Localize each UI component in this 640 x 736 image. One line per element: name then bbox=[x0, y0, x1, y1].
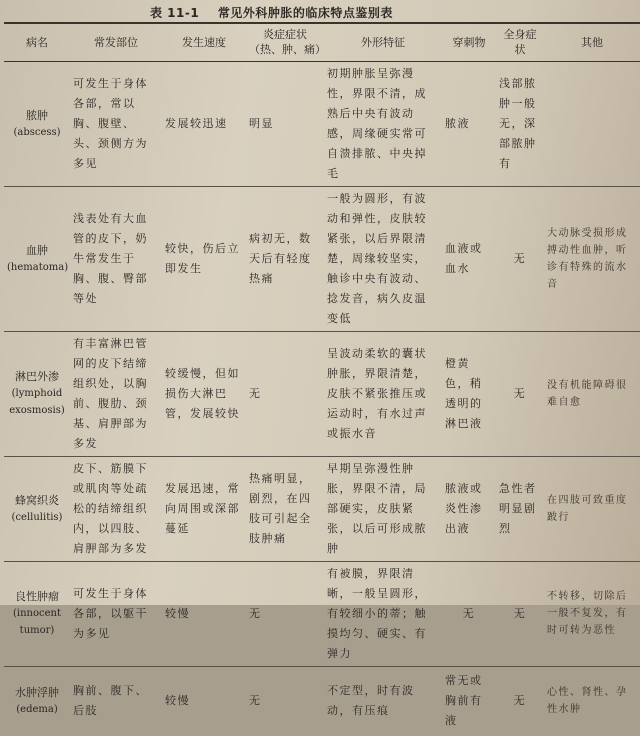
table-row bbox=[4, 561, 640, 666]
cell-site: 皮下、筋膜下或肌肉等处疏松的结缔组织内，以四肢、肩胛部为多发 bbox=[70, 456, 162, 561]
cell-features: 不定型，时有波动，有压痕 bbox=[324, 666, 442, 736]
cell-other: 心性、肾性、孕性水肿 bbox=[544, 666, 640, 736]
cell-inflammation: 明显 bbox=[246, 61, 324, 186]
disease-name: 血肿 bbox=[26, 243, 48, 257]
cell-features: 一般为圆形，有波动和弹性，皮肤较紧张，以后界限清楚，周缘较坚实，触诊中央有波动、捻发音，病久皮温变低 bbox=[324, 186, 442, 331]
cell-puncture: 血液或血水 bbox=[442, 186, 496, 331]
header-features: 外形特征 bbox=[324, 23, 442, 61]
disease-name: 淋巴外渗 bbox=[15, 370, 59, 383]
cell-inflammation: 无 bbox=[246, 666, 324, 736]
table-row bbox=[4, 186, 640, 331]
table-row bbox=[4, 331, 640, 456]
header-systemic: 全身症状 bbox=[496, 23, 544, 61]
cell-name bbox=[4, 456, 70, 561]
table-header-row bbox=[4, 23, 640, 61]
cell-systemic: 无 bbox=[496, 331, 544, 456]
cell-features: 初期肿胀呈弥漫性，界限不清，成熟后中央有波动感，周缘硬实常可自溃排脓、中央掉毛 bbox=[324, 61, 442, 186]
cell-other: 在四肢可致重度跛行 bbox=[544, 456, 640, 561]
cell-site: 可发生于身体各部，常以胸、腹壁、头、颈侧方为多见 bbox=[70, 61, 162, 186]
cell-features: 有被膜，界限清晰，一般呈圆形，有较细小的蒂；触摸均匀、硬实、有弹力 bbox=[324, 561, 442, 666]
cell-features: 呈波动柔软的囊状肿胀，界限清楚，皮肤不紧张推压或运动时，有水过声或振水音 bbox=[324, 331, 442, 456]
cell-site: 可发生于身体各部，以躯干为多见 bbox=[70, 561, 162, 666]
cell-inflammation: 热痛明显，剧烈，在四肢可引起全肢肿痛 bbox=[246, 456, 324, 561]
disease-name: 蜂窝织炎 bbox=[15, 493, 59, 507]
disease-name-en: (hematoma) bbox=[7, 261, 69, 273]
cell-puncture: 无 bbox=[442, 561, 496, 666]
cell-site: 浅表处有大血管的皮下，奶牛常发生于胸、腹、臀部等处 bbox=[70, 186, 162, 331]
header-puncture: 穿刺物 bbox=[442, 23, 496, 61]
disease-name-en: (cellulitis) bbox=[11, 511, 63, 523]
disease-name-en: (edema) bbox=[16, 704, 58, 716]
table-title: 常见外科肿胀的临床特点鉴别表 bbox=[217, 6, 393, 20]
table-row bbox=[4, 666, 640, 736]
cell-other: 不转移，切除后一般不复发，有时可转为恶性 bbox=[544, 561, 640, 666]
cell-name bbox=[4, 331, 70, 456]
disease-name: 水肿浮肿 bbox=[15, 686, 59, 700]
cell-other: 没有机能障碍很难自愈 bbox=[544, 331, 640, 456]
table-caption bbox=[150, 4, 550, 22]
header-inflammation: 炎症症状（热、肿、痛） bbox=[246, 23, 324, 61]
header-other: 其他 bbox=[544, 23, 640, 61]
header-name: 病名 bbox=[4, 23, 70, 61]
cell-speed: 较慢 bbox=[162, 666, 246, 736]
cell-inflammation: 无 bbox=[246, 331, 324, 456]
disease-name-en: (abscess) bbox=[13, 126, 61, 138]
cell-speed: 发展较迅速 bbox=[162, 61, 246, 186]
cell-speed: 较快，伤后立即发生 bbox=[162, 186, 246, 331]
cell-puncture: 脓液或炎性渗出液 bbox=[442, 456, 496, 561]
cell-site: 胸前、腹下、后肢 bbox=[70, 666, 162, 736]
cell-systemic: 无 bbox=[496, 186, 544, 331]
disease-name: 脓肿 bbox=[26, 108, 48, 122]
table-row bbox=[4, 61, 640, 186]
disease-name-en: (lymphoid exosmosis) bbox=[9, 388, 65, 416]
disease-name: 良性肿瘤 bbox=[15, 590, 59, 603]
table-number: 表 11-1 bbox=[150, 6, 200, 20]
cell-systemic: 急性者明显剧烈 bbox=[496, 456, 544, 561]
cell-systemic: 浅部脓肿一般无，深部脓肿有 bbox=[496, 61, 544, 186]
cell-systemic: 无 bbox=[496, 666, 544, 736]
cell-inflammation: 无 bbox=[246, 561, 324, 666]
cell-puncture: 橙黄色，稍透明的淋巴液 bbox=[442, 331, 496, 456]
cell-name bbox=[4, 186, 70, 331]
differential-table bbox=[4, 22, 640, 736]
cell-name bbox=[4, 61, 70, 186]
cell-puncture: 脓液 bbox=[442, 61, 496, 186]
disease-name-en: (innocent tumor) bbox=[13, 608, 61, 636]
cell-speed: 较缓慢，但如损伤大淋巴管，发展较快 bbox=[162, 331, 246, 456]
header-speed: 发生速度 bbox=[162, 23, 246, 61]
cell-systemic: 无 bbox=[496, 561, 544, 666]
cell-speed: 较慢 bbox=[162, 561, 246, 666]
cell-speed: 发展迅速，常向周围或深部蔓延 bbox=[162, 456, 246, 561]
table-row bbox=[4, 456, 640, 561]
cell-other bbox=[544, 61, 640, 186]
cell-site: 有丰富淋巴管网的皮下结缔组织处，以胸前、腹肋、颈基、肩胛部为多发 bbox=[70, 331, 162, 456]
cell-name bbox=[4, 666, 70, 736]
cell-inflammation: 病初无，数天后有轻度热痛 bbox=[246, 186, 324, 331]
header-site: 常发部位 bbox=[70, 23, 162, 61]
cell-features: 早期呈弥漫性肿胀，界限不清，局部硬实，皮肤紧张，以后可形成脓肿 bbox=[324, 456, 442, 561]
cell-puncture: 常无或胸前有液 bbox=[442, 666, 496, 736]
cell-name bbox=[4, 561, 70, 666]
cell-other: 大动脉受损形成搏动性血肿，听诊有特殊的流水音 bbox=[544, 186, 640, 331]
